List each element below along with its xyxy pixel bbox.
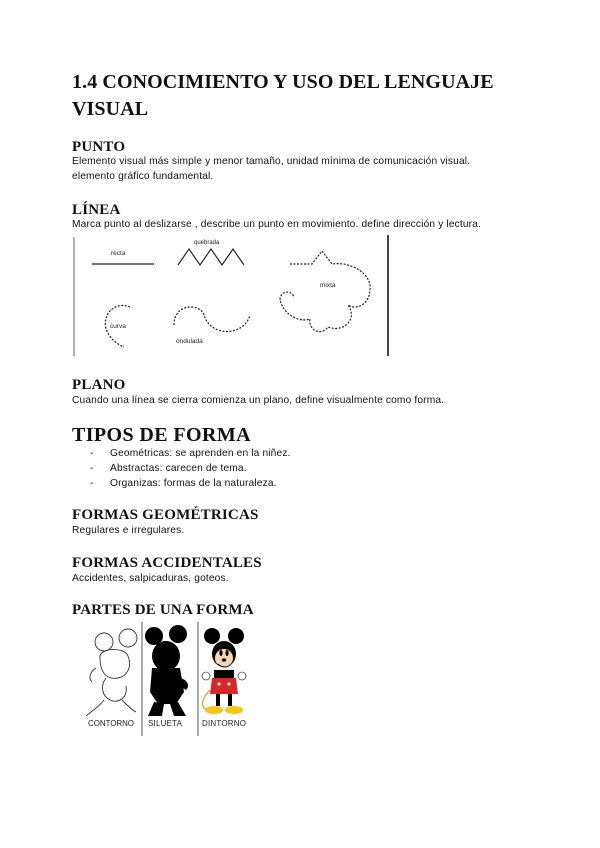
line-types-figure bbox=[72, 233, 392, 358]
quebrada-label: quebrada bbox=[194, 240, 220, 246]
ondulada-label: ondulada bbox=[176, 338, 203, 345]
page-title: 1.4 CONOCIMIENTO Y USO DEL LENGUAJE VISUAL bbox=[72, 71, 494, 120]
partes-de-una-forma-heading: PARTES DE UNA FORMA bbox=[72, 602, 254, 618]
formas-accidentales-text: Accidentes, salpicaduras, goteos. bbox=[72, 573, 229, 584]
formas-geometricas-text: Regulares e irregulares. bbox=[72, 525, 185, 536]
formas-geometricas-heading: FORMAS GEOMÉTRICAS bbox=[72, 507, 259, 523]
contorno-illustration bbox=[86, 629, 137, 716]
dintorno-illustration bbox=[202, 628, 246, 714]
list-item: - Organizas: formas de la naturaleza. bbox=[90, 476, 291, 491]
mixed-line bbox=[280, 251, 370, 332]
formas-accidentales-heading: FORMAS ACCIDENTALES bbox=[72, 555, 262, 571]
list-item: - Geométricas: se aprenden en la niñez. bbox=[90, 446, 291, 461]
plano-heading: PLANO bbox=[72, 377, 126, 393]
plano-text: Cuando una línea se cierra comienza un plano, define visualmente como forma. bbox=[72, 395, 445, 406]
zigzag-line bbox=[178, 249, 244, 265]
tipos-de-forma-heading: TIPOS DE FORMA bbox=[72, 424, 251, 446]
dintorno-label: DINTORNO bbox=[202, 719, 246, 728]
linea-heading: LÍNEA bbox=[72, 202, 121, 218]
silueta-illustration bbox=[145, 625, 188, 716]
shape-parts-figure bbox=[82, 620, 252, 738]
punto-heading: PUNTO bbox=[72, 139, 126, 155]
punto-text-line2: elemento gráfico fundamental. bbox=[72, 171, 214, 182]
linea-text: Marca punto al deslizarse , describe un punto en movimiento. define dirección y lectura. bbox=[72, 219, 482, 230]
curva-label: curva bbox=[110, 323, 126, 330]
punto-text-line1: Elemento visual más simple y menor tamaño, unidad mínima de comunicación visual. bbox=[72, 156, 471, 167]
silueta-label: SILUETA bbox=[148, 719, 182, 728]
mixta-label: mixta bbox=[320, 282, 336, 289]
tipos-de-forma-list bbox=[90, 446, 291, 491]
contorno-label: CONTORNO bbox=[88, 719, 134, 728]
list-item: - Abstractas: carecen de tema. bbox=[90, 461, 291, 476]
wavy-line bbox=[174, 307, 250, 332]
recta-label: recta bbox=[111, 250, 126, 257]
